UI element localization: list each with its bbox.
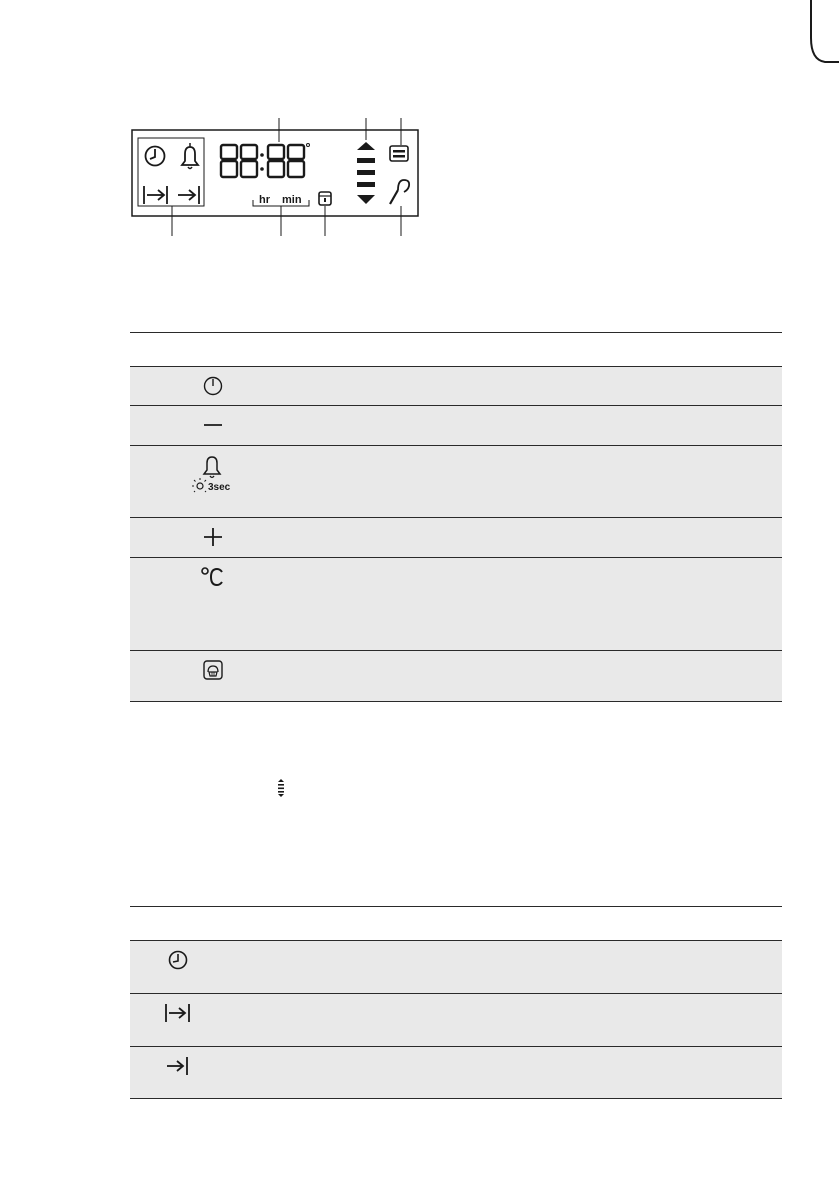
clock-power-icon <box>202 375 224 397</box>
table-row <box>130 941 782 994</box>
cut-mark <box>797 0 839 80</box>
digit-3 <box>268 145 284 177</box>
colon-dot-upper <box>260 153 264 157</box>
minus-icon <box>202 414 224 436</box>
bar-segment-3 <box>357 182 375 187</box>
bar-arrow-up <box>357 142 375 150</box>
duration-icon <box>163 1002 193 1024</box>
plus-icon <box>202 526 224 548</box>
table-row <box>130 406 782 446</box>
colon-dot-lower <box>260 167 264 171</box>
bar-segment-1 <box>357 158 375 163</box>
oven-light-icon <box>202 659 224 681</box>
seven-segment-display <box>221 145 304 177</box>
table-row <box>130 994 782 1047</box>
bar-arrow-down <box>357 195 375 204</box>
table-row <box>130 1047 782 1099</box>
bell-icon <box>182 143 198 169</box>
table-row <box>130 446 782 518</box>
control-buttons-table <box>130 332 782 702</box>
end-time-icon <box>178 186 199 204</box>
min-label: min <box>282 194 302 206</box>
digit-4 <box>288 145 304 177</box>
table-header-row <box>130 907 782 941</box>
hr-label: hr <box>259 194 270 206</box>
level-stack-icon <box>277 778 285 798</box>
digit-1 <box>221 145 237 177</box>
heat-up-indicator <box>357 142 375 204</box>
clock-functions-table <box>130 906 782 1099</box>
table-row <box>130 558 782 651</box>
display-frame <box>132 130 418 216</box>
display-diagram <box>122 118 432 236</box>
clock-icon <box>167 949 189 971</box>
bar-segment-2 <box>357 170 375 175</box>
bell-3sec-icon <box>188 454 238 498</box>
table-row <box>130 518 782 558</box>
end-time-icon <box>163 1055 193 1077</box>
celsius-icon <box>200 566 226 588</box>
degree-dot <box>307 144 310 147</box>
svg-text:3sec: 3sec <box>208 482 231 493</box>
oven-function-icon <box>390 146 408 161</box>
clock-icon <box>146 147 165 166</box>
table-row <box>130 651 782 702</box>
table-row <box>130 367 782 406</box>
table-header-row <box>130 333 782 367</box>
child-lock-icon <box>319 192 331 205</box>
digit-2 <box>241 145 257 177</box>
meat-probe-icon <box>390 180 409 204</box>
duration-icon <box>144 186 167 204</box>
callout-lines <box>172 118 401 236</box>
